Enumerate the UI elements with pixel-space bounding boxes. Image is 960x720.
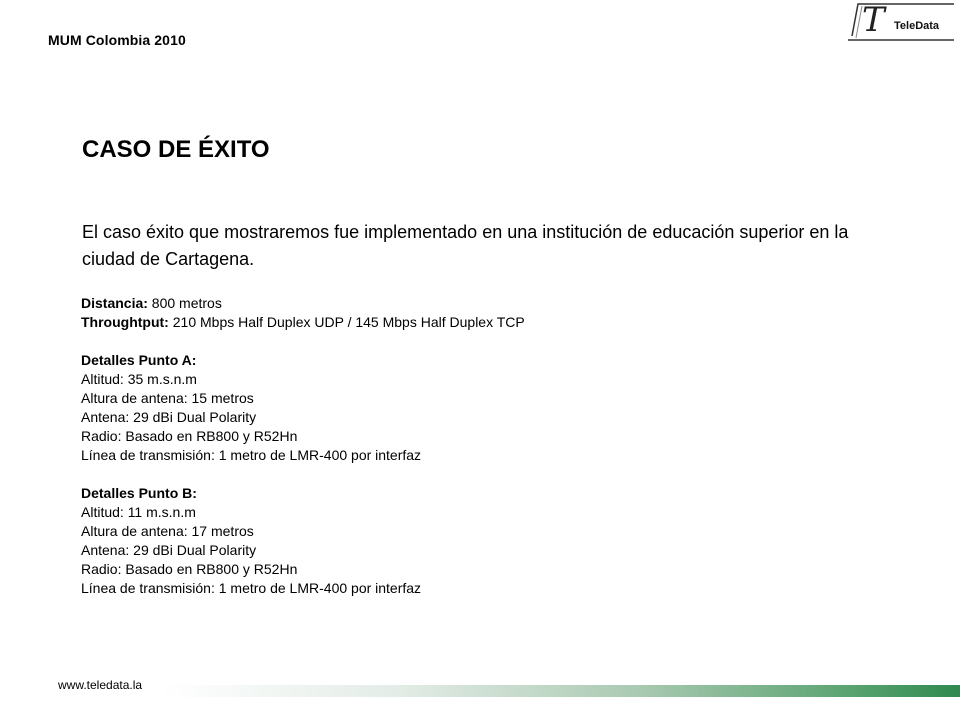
- point-b-heading: Detalles Punto B:: [81, 485, 197, 501]
- point-b-altitude: Altitud: 11 m.s.n.m: [81, 504, 196, 520]
- point-a-altitude: Altitud: 35 m.s.n.m: [81, 371, 197, 387]
- distance-row: [81, 294, 901, 313]
- point-b-antenna: Antena: 29 dBi Dual Polarity: [81, 542, 257, 558]
- point-a-transmission-line: Línea de transmisión: 1 metro de LMR-400 por interfaz: [81, 447, 422, 463]
- throughput-value: 210 Mbps Half Duplex UDP / 145 Mbps Half Duplex TCP: [168, 314, 525, 330]
- point-a-antenna-height: Altura de antena: 15 metros: [81, 390, 254, 406]
- slide-title: CASO DE ÉXITO: [82, 136, 270, 163]
- point-b-radio: Radio: Basado en RB800 y R52Hn: [81, 561, 298, 577]
- point-b-transmission-line: Línea de transmisión: 1 metro de LMR-400 por interfaz: [81, 580, 422, 596]
- point-a-antenna: Antena: 29 dBi Dual Polarity: [81, 409, 257, 425]
- point-b-antenna-height: Altura de antena: 17 metros: [81, 523, 254, 539]
- footer-gradient-bar: [160, 685, 960, 697]
- logo-letter: T: [862, 0, 885, 40]
- distance-value: 800 metros: [147, 295, 222, 311]
- logo-name: TeleData: [894, 20, 940, 32]
- point-a-radio: Radio: Basado en RB800 y R52Hn: [81, 428, 298, 444]
- footer-url[interactable]: www.teledata.la: [58, 678, 143, 692]
- header-title: MUM Colombia 2010: [48, 32, 186, 48]
- distance-label: Distancia:: [81, 295, 148, 311]
- throughput-row: [81, 313, 901, 332]
- point-a-heading: Detalles Punto A:: [81, 352, 197, 368]
- details-block: [81, 294, 901, 598]
- throughput-label: Throughtput:: [81, 314, 169, 330]
- intro-paragraph: El caso éxito que mostraremos fue implementado en una institución de educación superior en la ciudad de Cartagena.: [82, 222, 849, 269]
